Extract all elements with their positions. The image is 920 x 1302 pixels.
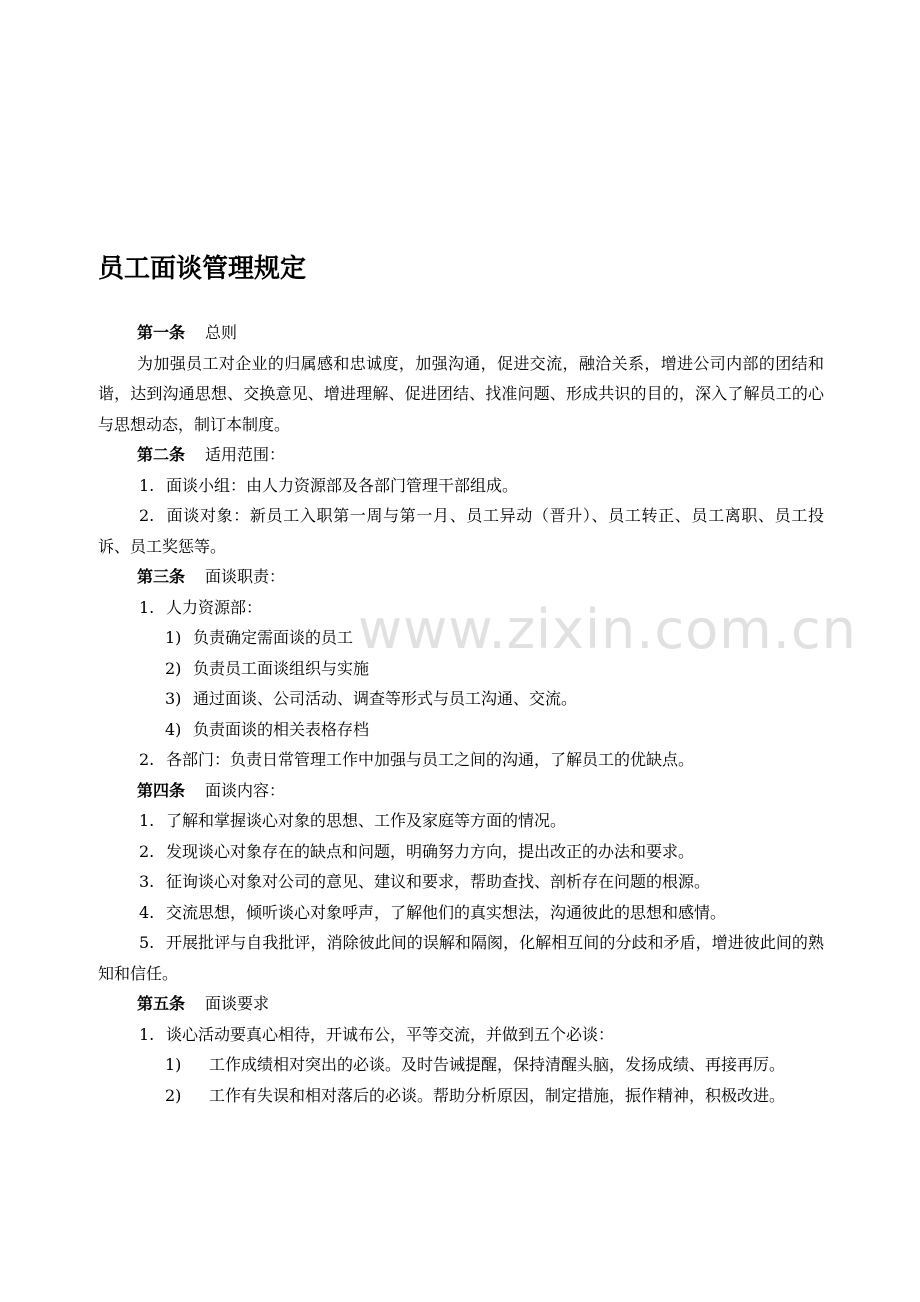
section-1-heading [98, 318, 824, 349]
list-item [98, 1020, 824, 1051]
sub-item [98, 623, 824, 654]
sub-item [98, 715, 824, 746]
item-text: 发现谈心对象存在的缺点和问题，明确努力方向，提出改正的办法和要求。 [166, 841, 695, 861]
item-text: 了解和掌握谈心对象的思想、工作及家庭等方面的情况。 [166, 811, 567, 830]
section-1-paragraph: 为加强员工对企业的归属感和忠诚度，加强沟通，促进交流，融洽关系，增进公司内部的团结和谐，达到沟通思想、交换意见、增进理解、促进团结、找准问题、形成共识的目的，深入了解员工的心与思想动态，制订本制度。 [98, 353, 824, 434]
list-item [98, 501, 824, 562]
list-item [98, 593, 824, 624]
item-number: 1. [139, 597, 155, 617]
sub-item [98, 684, 824, 715]
section-3-heading [98, 562, 824, 593]
item-text: 面谈对象：新员工入职第一周与第一月、员工异动（晋升）、员工转正、员工离职、员工投诉、员工奖惩等。 [98, 506, 824, 556]
item-text: 开展批评与自我批评，消除彼此间的误解和隔阂，化解相互间的分歧和矛盾，增进彼此间的熟知和信任。 [98, 933, 824, 983]
sub-item [98, 1050, 824, 1081]
item-number: 1. [139, 1024, 155, 1044]
item-number: 2. [139, 841, 155, 861]
item-number: 1. [139, 475, 155, 495]
section-number: 第二条 [137, 445, 186, 464]
list-item [98, 837, 824, 868]
list-item [98, 745, 824, 776]
section-name: 面谈职责： [205, 567, 286, 586]
sub-item-number: 1) [165, 628, 182, 647]
section-name: 总则 [205, 323, 238, 342]
section-4-heading [98, 776, 824, 807]
sub-item-text: 负责面谈的相关表格存档 [193, 719, 370, 739]
section-5-heading [98, 989, 824, 1020]
sub-item-number: 4) [165, 719, 182, 739]
sub-item-text: 通过面谈、公司活动、调查等形式与员工沟通、交流。 [193, 689, 578, 708]
sub-item-number: 2) [165, 1085, 182, 1105]
sub-item-number: 1) [165, 1055, 182, 1074]
list-item [98, 806, 824, 837]
section-number: 第三条 [137, 567, 186, 586]
item-text: 交流思想，倾听谈心对象呼声，了解他们的真实想法，沟通彼此的思想和感情。 [166, 902, 727, 922]
item-text: 征询谈心对象对公司的意见、建议和要求，帮助查找、剖析存在问题的根源。 [166, 872, 711, 891]
section-name: 适用范围： [205, 445, 286, 464]
item-text: 人力资源部： [166, 597, 263, 617]
list-item [98, 867, 824, 898]
item-number: 2. [139, 506, 155, 525]
item-number: 3. [139, 872, 155, 891]
sub-item-text: 工作有失误和相对落后的必谈。帮助分析原因，制定措施，振作精神，积极改进。 [209, 1085, 786, 1105]
document-title: 员工面谈管理规定 [98, 254, 307, 284]
list-item [98, 471, 824, 502]
section-number: 第一条 [137, 323, 186, 342]
item-number: 1. [139, 811, 155, 830]
sub-item [98, 1081, 824, 1112]
list-item [98, 898, 824, 929]
sub-item-number: 3) [165, 689, 182, 708]
watermark: www.zixin.com.cn [358, 598, 857, 661]
section-name: 面谈要求 [205, 994, 270, 1013]
section-name: 面谈内容： [205, 780, 286, 800]
sub-item [98, 654, 824, 685]
item-text: 各部门：负责日常管理工作中加强与员工之间的沟通，了解员工的优缺点。 [166, 750, 695, 769]
section-number: 第五条 [137, 994, 186, 1013]
item-text: 面谈小组：由人力资源部及各部门管理干部组成。 [166, 475, 519, 495]
item-number: 5. [139, 933, 155, 952]
item-text: 谈心活动要真心相待，开诚布公，平等交流，并做到五个必谈： [166, 1024, 615, 1044]
item-number: 2. [139, 750, 155, 769]
sub-item-text: 负责员工面谈组织与实施 [193, 658, 370, 678]
list-item [98, 928, 824, 989]
sub-item-number: 2) [165, 658, 182, 678]
section-2-heading [98, 440, 824, 471]
sub-item-text: 工作成绩相对突出的必谈。及时告诫提醒，保持清醒头脑，发扬成绩、再接再厉。 [209, 1055, 786, 1074]
item-number: 4. [139, 902, 155, 922]
document-body [98, 318, 824, 1111]
sub-item-text: 负责确定需面谈的员工 [193, 628, 354, 647]
section-number: 第四条 [137, 780, 186, 800]
